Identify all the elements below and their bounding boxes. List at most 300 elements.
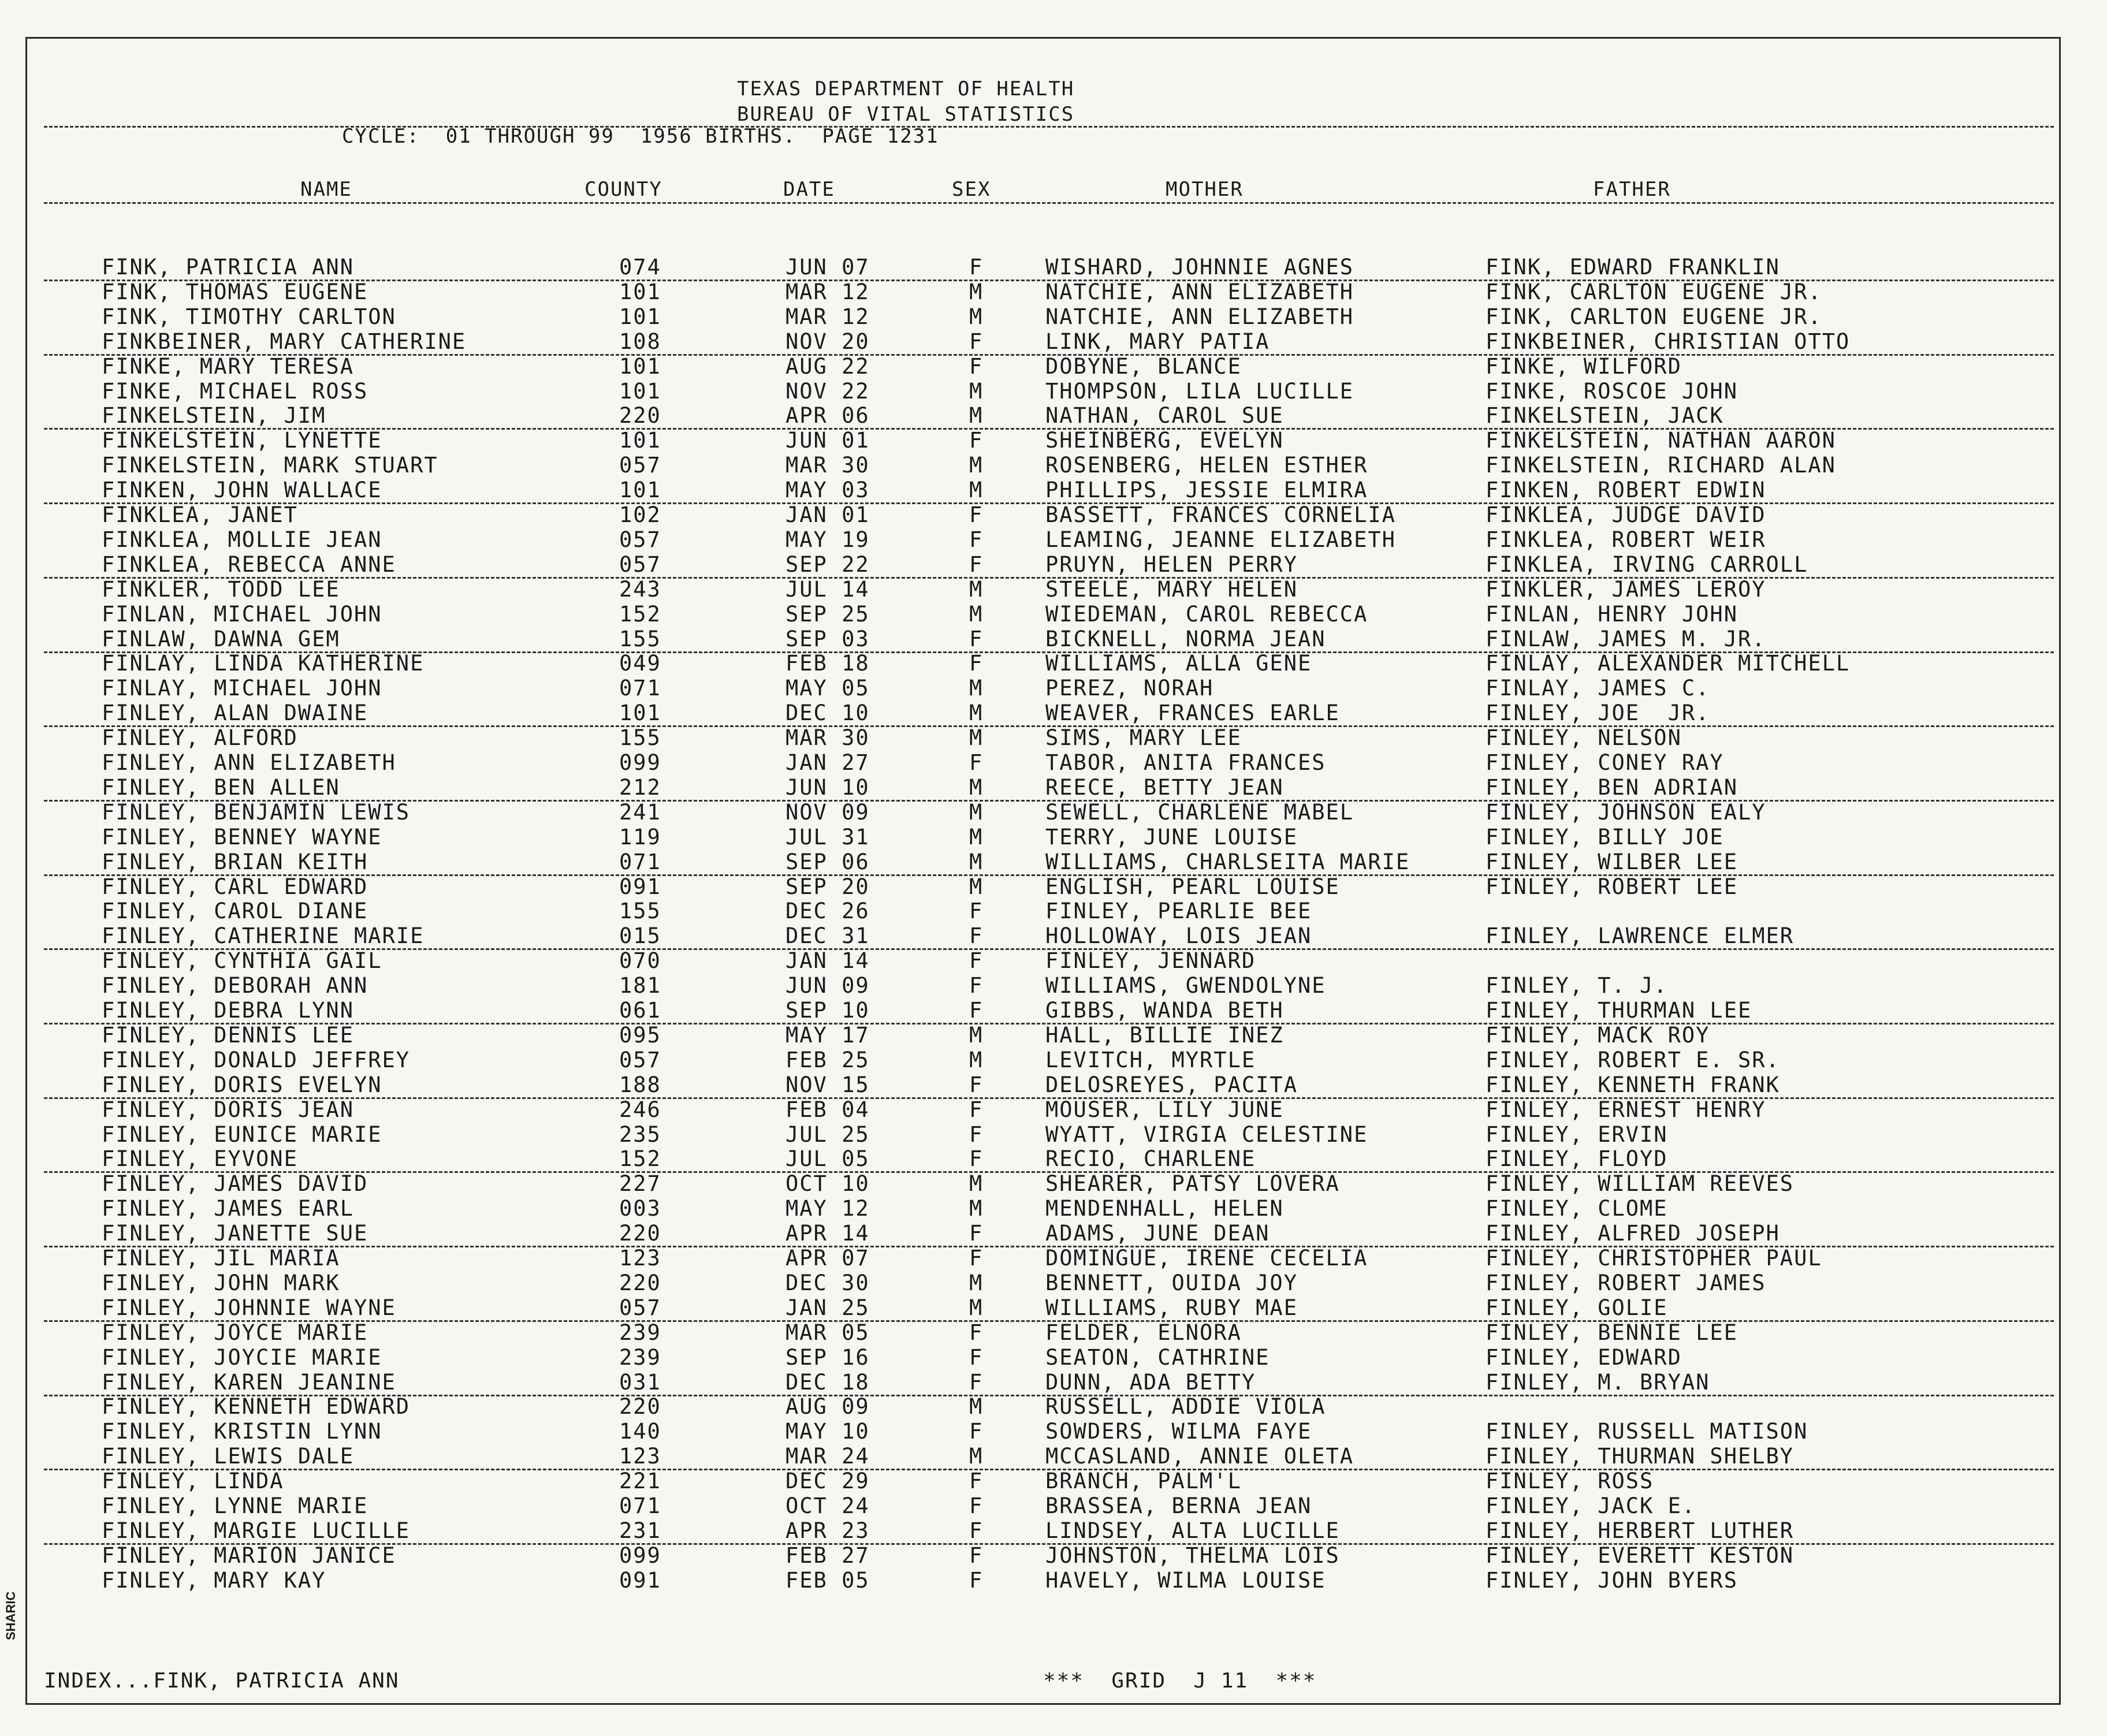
- cell-sex: F: [969, 1246, 984, 1271]
- cell-date: JUL 05: [786, 1146, 870, 1172]
- cell-sex: F: [969, 502, 984, 527]
- table-row: [0, 651, 2107, 676]
- cell-date: MAR 12: [786, 304, 870, 329]
- table-row: [44, 1370, 2054, 1396]
- cell-father: FINLAW, JAMES M. JR.: [1486, 626, 1766, 651]
- cell-name: FINK, PATRICIA ANN: [102, 255, 354, 280]
- cell-date: NOV 15: [786, 1072, 870, 1097]
- cell-sex: M: [969, 849, 984, 874]
- cell-sex: M: [969, 279, 984, 304]
- table-row: [44, 701, 2054, 727]
- table-row: [0, 1320, 2107, 1345]
- cell-sex: M: [969, 799, 984, 825]
- cell-county: 101: [619, 279, 661, 304]
- cell-name: FINLEY, JOHNNIE WAYNE: [102, 1295, 396, 1320]
- cell-date: SEP 25: [786, 601, 870, 627]
- cell-county: 101: [619, 304, 661, 329]
- cell-mother: LINK, MARY PATIA: [1045, 329, 1270, 354]
- cell-date: NOV 20: [786, 329, 870, 354]
- cell-mother: LINDSEY, ALTA LUCILLE: [1045, 1518, 1340, 1543]
- cell-sex: M: [969, 1270, 984, 1295]
- cell-father: FINLAN, HENRY JOHN: [1486, 601, 1738, 627]
- cell-date: DEC 31: [786, 923, 870, 949]
- cell-date: APR 06: [786, 403, 870, 429]
- cell-mother: PRUYN, HELEN PERRY: [1045, 552, 1298, 577]
- cell-sex: F: [969, 973, 984, 999]
- cell-date: MAR 24: [786, 1444, 870, 1469]
- cell-name: FINLEY, LYNNE MARIE: [102, 1493, 368, 1518]
- cell-father: FINLEY, FLOYD: [1486, 1146, 1668, 1172]
- cell-county: 057: [619, 552, 661, 577]
- cell-mother: SIMS, MARY LEE: [1045, 725, 1242, 751]
- cell-mother: WILLIAMS, GWENDOLYNE: [1045, 973, 1326, 999]
- table-row: [44, 998, 2054, 1025]
- department-title: TEXAS DEPARTMENT OF HEALTH: [737, 77, 1075, 100]
- table-row: [0, 1394, 2107, 1419]
- cell-father: FINLEY, JOE JR.: [1486, 701, 1710, 726]
- cell-name: FINLEY, BRIAN KEITH: [102, 849, 368, 874]
- cell-mother: WILLIAMS, CHARLSEITA MARIE: [1045, 849, 1410, 874]
- cell-sex: F: [969, 1469, 984, 1494]
- cell-county: 243: [619, 576, 661, 602]
- cell-sex: M: [969, 304, 984, 329]
- cell-date: SEP 06: [786, 849, 870, 874]
- cell-sex: M: [969, 1394, 984, 1420]
- cell-mother: RUSSELL, ADDIE VIOLA: [1045, 1394, 1326, 1420]
- table-row: [44, 775, 2054, 802]
- cell-name: FINLEY, DONALD JEFFREY: [102, 1047, 411, 1072]
- cell-county: 246: [619, 1097, 661, 1122]
- cell-father: FINK, CARLTON EUGENE JR.: [1486, 304, 1822, 329]
- cycle-line: CYCLE: 01 THROUGH 99 1956 BIRTHS. PAGE 1231: [342, 125, 939, 148]
- cell-name: FINLEY, LINDA: [102, 1469, 284, 1494]
- cell-date: MAY 03: [786, 478, 870, 503]
- cell-date: JUN 09: [786, 973, 870, 999]
- cell-mother: HOLLOWAY, LOIS JEAN: [1045, 923, 1312, 949]
- bureau-title: BUREAU OF VITAL STATISTICS: [737, 103, 1075, 126]
- cell-date: DEC 26: [786, 899, 870, 924]
- cell-name: FINLAW, DAWNA GEM: [102, 626, 340, 651]
- cell-county: 239: [619, 1344, 661, 1370]
- cell-name: FINLEY, EUNICE MARIE: [102, 1122, 382, 1147]
- cell-mother: PEREZ, NORAH: [1045, 676, 1214, 701]
- cell-county: 108: [619, 329, 661, 354]
- cell-county: 074: [619, 255, 661, 280]
- cell-sex: F: [969, 1097, 984, 1122]
- cell-name: FINLEY, CYNTHIA GAIL: [102, 948, 382, 974]
- table-row: [0, 1419, 2107, 1444]
- cell-sex: M: [969, 1022, 984, 1048]
- table-row: [0, 379, 2107, 404]
- table-row: [44, 627, 2054, 653]
- table-row: [0, 1196, 2107, 1221]
- cell-date: MAR 30: [786, 453, 870, 478]
- cell-name: FINLEY, MARION JANICE: [102, 1543, 396, 1568]
- cell-father: FINLEY, JOHNSON EALY: [1486, 799, 1766, 825]
- cell-name: FINLEY, DORIS JEAN: [102, 1097, 354, 1122]
- cell-county: 057: [619, 453, 661, 478]
- cell-county: 101: [619, 428, 661, 453]
- cell-date: NOV 09: [786, 799, 870, 825]
- cell-sex: F: [969, 1122, 984, 1147]
- cell-date: JAN 27: [786, 750, 870, 775]
- cell-name: FINLEY, ALAN DWAINE: [102, 701, 368, 726]
- cell-name: FINLAY, LINDA KATHERINE: [102, 651, 425, 676]
- cell-mother: WYATT, VIRGIA CELESTINE: [1045, 1122, 1368, 1147]
- cell-county: 227: [619, 1171, 661, 1197]
- col-header-mother: MOTHER: [1166, 178, 1244, 201]
- cell-father: FINKELSTEIN, JACK: [1486, 403, 1724, 429]
- cell-sex: M: [969, 453, 984, 478]
- table-row: [0, 948, 2107, 973]
- cell-county: 057: [619, 1295, 661, 1320]
- table-row: [0, 825, 2107, 850]
- cell-father: FINLEY, THURMAN LEE: [1486, 998, 1752, 1023]
- cell-name: FINLEY, JAMES EARL: [102, 1196, 354, 1221]
- cell-mother: THOMPSON, LILA LUCILLE: [1045, 378, 1354, 404]
- cell-sex: F: [969, 998, 984, 1023]
- cell-name: FINLEY, ALFORD: [102, 725, 298, 751]
- cell-father: FINLEY, GOLIE: [1486, 1295, 1668, 1320]
- table-row: [0, 280, 2107, 304]
- cell-sex: M: [969, 725, 984, 751]
- cell-county: 101: [619, 378, 661, 404]
- cell-date: SEP 22: [786, 552, 870, 577]
- cell-father: FINKLEA, IRVING CARROLL: [1486, 552, 1808, 577]
- table-row: [0, 354, 2107, 379]
- cell-date: JUL 14: [786, 576, 870, 602]
- cell-date: MAR 30: [786, 725, 870, 751]
- table-row: [0, 725, 2107, 750]
- cell-date: APR 23: [786, 1518, 870, 1543]
- cell-county: 101: [619, 353, 661, 379]
- cell-county: 181: [619, 973, 661, 999]
- cell-county: 099: [619, 750, 661, 775]
- cell-name: FINLEY, DENNIS LEE: [102, 1022, 354, 1048]
- cell-father: FINLEY, RUSSELL MATISON: [1486, 1419, 1808, 1444]
- cell-date: DEC 18: [786, 1369, 870, 1395]
- table-row: [0, 1493, 2107, 1518]
- cell-county: 071: [619, 849, 661, 874]
- cell-father: FINLEY, EVERETT KESTON: [1486, 1543, 1795, 1568]
- cell-county: 102: [619, 502, 661, 527]
- cell-sex: M: [969, 1171, 984, 1197]
- cell-father: FINK, EDWARD FRANKLIN: [1486, 255, 1780, 280]
- table-row: [44, 1518, 2054, 1545]
- cell-mother: WILLIAMS, RUBY MAE: [1045, 1295, 1298, 1320]
- cell-county: 015: [619, 923, 661, 949]
- column-header-rule: [44, 202, 2054, 204]
- cell-father: FINLEY, WILBER LEE: [1486, 849, 1738, 874]
- cell-mother: DELOSREYES, PACITA: [1045, 1072, 1298, 1097]
- cell-county: 212: [619, 774, 661, 800]
- side-stamp: SHARIC: [3, 1591, 18, 1640]
- cell-sex: M: [969, 1047, 984, 1072]
- table-row: [0, 676, 2107, 701]
- cell-mother: LEVITCH, MYRTLE: [1045, 1047, 1256, 1072]
- cell-mother: WISHARD, JOHNNIE AGNES: [1045, 255, 1354, 280]
- cell-mother: HALL, BILLIE INEZ: [1045, 1022, 1284, 1048]
- table-row: [0, 1469, 2107, 1493]
- col-header-name: NAME: [300, 178, 352, 201]
- cell-sex: M: [969, 576, 984, 602]
- cell-mother: BICKNELL, NORMA JEAN: [1045, 626, 1326, 651]
- cell-name: FINLEY, DEBORAH ANN: [102, 973, 368, 999]
- cell-mother: DOMINGUE, IRENE CECELIA: [1045, 1246, 1368, 1271]
- cell-county: 101: [619, 701, 661, 726]
- cell-sex: M: [969, 824, 984, 850]
- cell-date: MAR 12: [786, 279, 870, 304]
- cell-sex: M: [969, 676, 984, 701]
- table-row: [44, 923, 2054, 950]
- cell-sex: F: [969, 1543, 984, 1568]
- cell-name: FINLEY, JANETTE SUE: [102, 1221, 368, 1246]
- cell-mother: NATCHIE, ANN ELIZABETH: [1045, 279, 1354, 304]
- cell-father: FINLEY, WILLIAM REEVES: [1486, 1171, 1795, 1197]
- cell-mother: DUNN, ADA BETTY: [1045, 1369, 1256, 1395]
- cell-father: FINKLEA, ROBERT WEIR: [1486, 527, 1766, 552]
- cell-date: JAN 25: [786, 1295, 870, 1320]
- table-row: [0, 304, 2107, 329]
- cell-date: MAY 17: [786, 1022, 870, 1048]
- cell-mother: TERRY, JUNE LOUISE: [1045, 824, 1298, 850]
- cell-sex: M: [969, 378, 984, 404]
- cell-father: FINKE, WILFORD: [1486, 353, 1682, 379]
- cell-father: FINLEY, HERBERT LUTHER: [1486, 1518, 1795, 1543]
- table-row: [0, 750, 2107, 775]
- cell-date: MAY 19: [786, 527, 870, 552]
- cell-name: FINLEY, KENNETH EDWARD: [102, 1394, 411, 1420]
- cell-father: FINLEY, T. J.: [1486, 973, 1668, 999]
- cell-father: FINLEY, EDWARD: [1486, 1344, 1682, 1370]
- table-row: [0, 428, 2107, 453]
- cell-mother: STEELE, MARY HELEN: [1045, 576, 1298, 602]
- cell-mother: ENGLISH, PEARL LOUISE: [1045, 874, 1340, 899]
- cell-sex: F: [969, 626, 984, 651]
- cell-county: 061: [619, 998, 661, 1023]
- cell-mother: PHILLIPS, JESSIE ELMIRA: [1045, 478, 1368, 503]
- cell-date: FEB 18: [786, 651, 870, 676]
- cell-father: FINLEY, CONEY RAY: [1486, 750, 1724, 775]
- table-row: [0, 1543, 2107, 1568]
- cell-father: FINKELSTEIN, NATHAN AARON: [1486, 428, 1836, 453]
- table-row: [0, 527, 2107, 552]
- cell-name: FINK, TIMOTHY CARLTON: [102, 304, 396, 329]
- cell-name: FINK, THOMAS EUGENE: [102, 279, 368, 304]
- cell-sex: M: [969, 478, 984, 503]
- cell-date: SEP 10: [786, 998, 870, 1023]
- cell-date: JUN 01: [786, 428, 870, 453]
- cell-county: 003: [619, 1196, 661, 1221]
- col-header-father: FATHER: [1593, 178, 1671, 201]
- cell-county: 140: [619, 1419, 661, 1444]
- table-row: [44, 1072, 2054, 1099]
- cell-county: 071: [619, 676, 661, 701]
- cell-sex: F: [969, 1518, 984, 1543]
- cell-county: 099: [619, 1543, 661, 1568]
- cell-county: 091: [619, 874, 661, 899]
- col-header-date: DATE: [783, 178, 835, 201]
- cell-county: 221: [619, 1469, 661, 1494]
- cell-mother: ROSENBERG, HELEN ESTHER: [1045, 453, 1368, 478]
- table-row: [0, 1246, 2107, 1271]
- cell-sex: F: [969, 1221, 984, 1246]
- cell-name: FINLEY, CARL EDWARD: [102, 874, 368, 899]
- table-row: [44, 403, 2054, 430]
- cell-sex: M: [969, 1295, 984, 1320]
- cell-date: FEB 05: [786, 1567, 870, 1593]
- cell-name: FINLEY, JIL MARIA: [102, 1246, 340, 1271]
- table-row: [0, 874, 2107, 899]
- cell-father: FINLEY, JACK E.: [1486, 1493, 1696, 1518]
- cell-father: FINLEY, NELSON: [1486, 725, 1682, 751]
- cell-sex: F: [969, 651, 984, 676]
- table-row: [44, 255, 2054, 281]
- cell-mother: GIBBS, WANDA BETH: [1045, 998, 1284, 1023]
- cell-county: 220: [619, 403, 661, 429]
- cell-sex: F: [969, 1344, 984, 1370]
- cell-county: 095: [619, 1022, 661, 1048]
- cell-sex: F: [969, 1419, 984, 1444]
- cell-name: FINLEY, JAMES DAVID: [102, 1171, 368, 1197]
- cell-mother: SEATON, CATHRINE: [1045, 1344, 1270, 1370]
- table-row: [0, 1345, 2107, 1370]
- cell-date: MAY 12: [786, 1196, 870, 1221]
- cell-mother: TABOR, ANITA FRANCES: [1045, 750, 1326, 775]
- grid-footer: *** GRID J 11 ***: [1043, 1669, 1317, 1693]
- cell-sex: F: [969, 1072, 984, 1097]
- cell-name: FINLAY, MICHAEL JOHN: [102, 676, 382, 701]
- cell-father: FINLEY, THURMAN SHELBY: [1486, 1444, 1795, 1469]
- cell-county: 155: [619, 899, 661, 924]
- cell-county: 123: [619, 1444, 661, 1469]
- cell-sex: F: [969, 948, 984, 974]
- cell-county: 220: [619, 1221, 661, 1246]
- cell-sex: M: [969, 1444, 984, 1469]
- cell-mother: WIEDEMAN, CAROL REBECCA: [1045, 601, 1368, 627]
- table-row: [0, 453, 2107, 478]
- cell-mother: FINLEY, JENNARD: [1045, 948, 1256, 974]
- cell-county: 220: [619, 1270, 661, 1295]
- cell-sex: F: [969, 750, 984, 775]
- table-row: [44, 329, 2054, 356]
- cell-name: FINKELSTEIN, MARK STUART: [102, 453, 438, 478]
- cell-father: FINLEY, ROSS: [1486, 1469, 1654, 1494]
- cell-name: FINLEY, ANN ELIZABETH: [102, 750, 396, 775]
- cell-sex: F: [969, 1320, 984, 1345]
- cell-county: 057: [619, 1047, 661, 1072]
- cell-mother: MOUSER, LILY JUNE: [1045, 1097, 1284, 1122]
- table-row: [44, 1146, 2054, 1173]
- cell-father: FINKEN, ROBERT EDWIN: [1486, 478, 1766, 503]
- cell-date: JAN 01: [786, 502, 870, 527]
- cell-sex: F: [969, 1146, 984, 1172]
- table-row: [44, 478, 2054, 504]
- cell-name: FINKLEA, MOLLIE JEAN: [102, 527, 382, 552]
- cell-mother: JOHNSTON, THELMA LOIS: [1045, 1543, 1340, 1568]
- cell-name: FINLEY, DEBRA LYNN: [102, 998, 354, 1023]
- cell-name: FINLEY, CAROL DIANE: [102, 899, 368, 924]
- cell-mother: SEWELL, CHARLENE MABEL: [1045, 799, 1354, 825]
- cell-mother: FINLEY, PEARLIE BEE: [1045, 899, 1312, 924]
- cell-name: FINLEY, EYVONE: [102, 1146, 298, 1172]
- table-row: [0, 577, 2107, 602]
- cell-county: 152: [619, 601, 661, 627]
- cell-mother: HAVELY, WILMA LOUISE: [1045, 1567, 1326, 1593]
- cell-date: DEC 29: [786, 1469, 870, 1494]
- cell-date: MAR 05: [786, 1320, 870, 1345]
- cell-date: MAY 05: [786, 676, 870, 701]
- cell-sex: F: [969, 428, 984, 453]
- cell-father: FINLEY, ROBERT JAMES: [1486, 1270, 1766, 1295]
- cell-father: FINLEY, BEN ADRIAN: [1486, 774, 1738, 800]
- cell-mother: BASSETT, FRANCES CORNELIA: [1045, 502, 1396, 527]
- cell-sex: M: [969, 774, 984, 800]
- cell-date: AUG 22: [786, 353, 870, 379]
- cell-sex: F: [969, 329, 984, 354]
- cell-sex: F: [969, 1369, 984, 1395]
- cell-date: APR 14: [786, 1221, 870, 1246]
- cell-name: FINKE, MICHAEL ROSS: [102, 378, 368, 404]
- cell-name: FINLEY, BENJAMIN LEWIS: [102, 799, 411, 825]
- cell-name: FINKLEA, REBECCA ANNE: [102, 552, 396, 577]
- cell-mother: WILLIAMS, ALLA GENE: [1045, 651, 1312, 676]
- cell-sex: F: [969, 1567, 984, 1593]
- cell-mother: ADAMS, JUNE DEAN: [1045, 1221, 1270, 1246]
- cell-mother: SHEINBERG, EVELYN: [1045, 428, 1284, 453]
- cell-father: FINLEY, M. BRYAN: [1486, 1369, 1710, 1395]
- cell-father: FINLEY, BENNIE LEE: [1486, 1320, 1738, 1345]
- cell-name: FINKLEA, JANET: [102, 502, 298, 527]
- cell-mother: LEAMING, JEANNE ELIZABETH: [1045, 527, 1396, 552]
- cell-father: FINLEY, CLOME: [1486, 1196, 1668, 1221]
- cell-county: 155: [619, 725, 661, 751]
- cell-father: FINK, CARLTON EUGENE JR.: [1486, 279, 1822, 304]
- cell-date: NOV 22: [786, 378, 870, 404]
- table-row: [0, 1048, 2107, 1072]
- cell-date: DEC 30: [786, 1270, 870, 1295]
- table-row: [0, 1171, 2107, 1196]
- cell-date: FEB 04: [786, 1097, 870, 1122]
- cell-date: AUG 09: [786, 1394, 870, 1420]
- table-row: [44, 1444, 2054, 1470]
- table-row: [0, 1023, 2107, 1048]
- cell-father: FINKLER, JAMES LEROY: [1486, 576, 1766, 602]
- table-row: [0, 1271, 2107, 1295]
- cell-county: 123: [619, 1246, 661, 1271]
- cell-county: 155: [619, 626, 661, 651]
- cell-mother: MENDENHALL, HELEN: [1045, 1196, 1284, 1221]
- table-row: [0, 1122, 2107, 1147]
- cell-name: FINKLER, TODD LEE: [102, 576, 340, 602]
- cell-sex: M: [969, 403, 984, 429]
- cell-county: 231: [619, 1518, 661, 1543]
- cell-father: FINLEY, ERVIN: [1486, 1122, 1668, 1147]
- cell-date: DEC 10: [786, 701, 870, 726]
- cell-father: FINKBEINER, CHRISTIAN OTTO: [1486, 329, 1851, 354]
- cell-sex: F: [969, 899, 984, 924]
- cell-sex: M: [969, 1196, 984, 1221]
- cell-name: FINLEY, JOHN MARK: [102, 1270, 340, 1295]
- table-row: [0, 800, 2107, 825]
- cell-mother: FELDER, ELNORA: [1045, 1320, 1242, 1345]
- cell-sex: M: [969, 701, 984, 726]
- cell-name: FINLEY, BEN ALLEN: [102, 774, 340, 800]
- cell-name: FINLEY, JOYCIE MARIE: [102, 1344, 382, 1370]
- cell-county: 235: [619, 1122, 661, 1147]
- cell-mother: BRANCH, PALM'L: [1045, 1469, 1242, 1494]
- cell-name: FINLEY, KAREN JEANINE: [102, 1369, 396, 1395]
